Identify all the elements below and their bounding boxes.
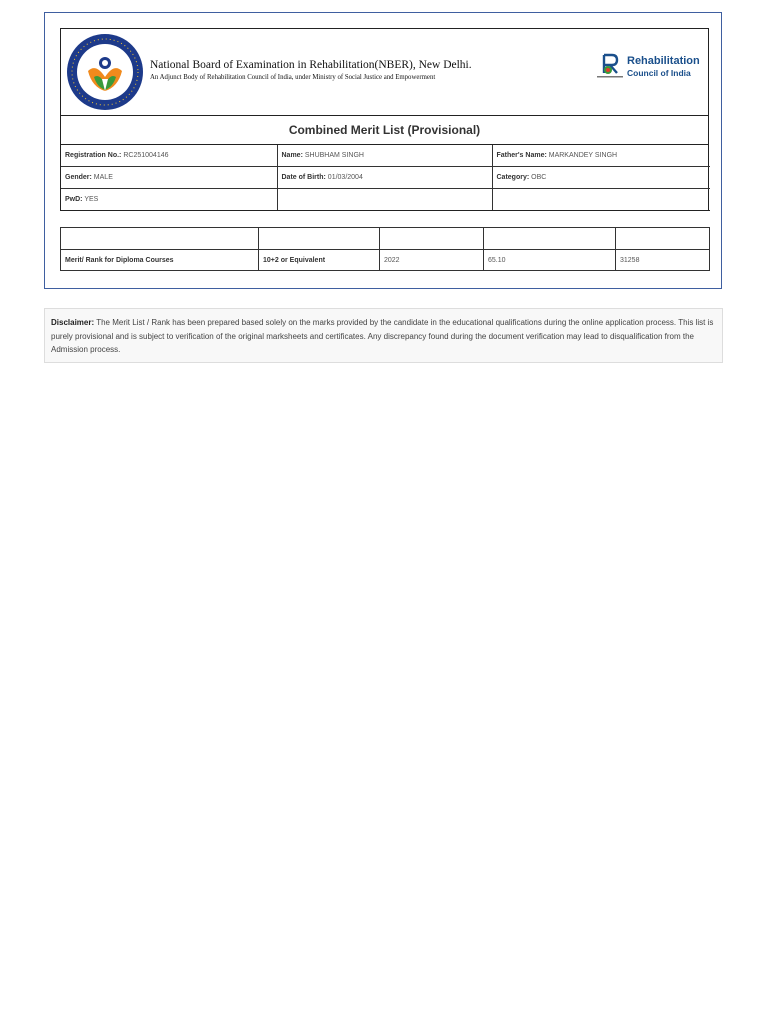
sheet-header: [61, 29, 708, 116]
name-label: Name:: [281, 152, 303, 159]
father-name-value: MARKANDEY SINGH: [548, 152, 618, 159]
merit-row-label: Merit/ Rank for Diploma Courses: [61, 250, 259, 271]
empty-cell: [61, 228, 259, 250]
father-name-label: Father's Name:: [496, 152, 547, 159]
rank-cell: 31258: [616, 250, 710, 271]
org-subtitle: An Adjunct Body of Rehabilitation Council of India, under Ministry of Social Justice and Empowerment: [150, 74, 436, 81]
empty-cell: [484, 228, 616, 250]
category-value: OBC: [531, 174, 547, 181]
father-name-cell: [492, 145, 710, 167]
dob-label: Date of Birth:: [281, 174, 326, 181]
name-value: SHUBHAM SINGH: [304, 152, 364, 159]
empty-cell: [259, 228, 380, 250]
rci-name-line2: Council of India: [627, 68, 691, 78]
table-row: [61, 145, 710, 167]
rci-name-line1: Rehabilitation: [627, 55, 700, 67]
dob-value: 01/03/2004: [327, 174, 363, 181]
org-title: National Board of Examination in Rehabilitation(NBER), New Delhi.: [150, 59, 472, 71]
gender-cell: [61, 167, 277, 189]
registration-label: Registration No.:: [65, 152, 122, 159]
registration-value: RC251004146: [123, 152, 169, 159]
disclaimer-text: The Merit List / Rank has been prepared based solely on the marks provided by the candidate in the educational qualifications during the online application process. This list is purely provisional and is subject to verification of the original marksheets and certificates. Any discrepancy found during the document verification may lead to disqualification from the Admission process.: [51, 318, 714, 354]
table-row: [61, 189, 710, 211]
pwd-value: YES: [84, 196, 99, 203]
category-cell: [492, 167, 710, 189]
nber-logo-icon: [66, 33, 144, 111]
disclaimer-box: [44, 308, 723, 363]
merit-header-row: [61, 228, 710, 250]
pwd-label: PwD:: [65, 196, 83, 203]
category-label: Category:: [496, 174, 530, 181]
gender-value: MALE: [93, 174, 113, 181]
candidate-info-table: [61, 145, 710, 211]
empty-cell: [492, 189, 710, 211]
dob-cell: [277, 167, 492, 189]
percentage-cell: 65.10: [484, 250, 616, 271]
table-row: [61, 167, 710, 189]
list-title: Combined Merit List (Provisional): [61, 116, 708, 145]
gender-label: Gender:: [65, 174, 92, 181]
year-cell: 2022: [380, 250, 484, 271]
empty-cell: [616, 228, 710, 250]
empty-cell: [380, 228, 484, 250]
rci-logo: [595, 51, 703, 79]
merit-card: [44, 12, 722, 289]
merit-sheet: [60, 28, 709, 211]
registration-cell: [61, 145, 277, 167]
empty-cell: [277, 189, 492, 211]
qualification-cell: 10+2 or Equivalent: [259, 250, 380, 271]
name-cell: [277, 145, 492, 167]
merit-table: [60, 227, 710, 271]
disclaimer-label: Disclaimer:: [51, 318, 95, 327]
merit-data-row: [61, 250, 710, 271]
pwd-cell: [61, 189, 277, 211]
rci-r-logo-icon: [595, 53, 625, 79]
